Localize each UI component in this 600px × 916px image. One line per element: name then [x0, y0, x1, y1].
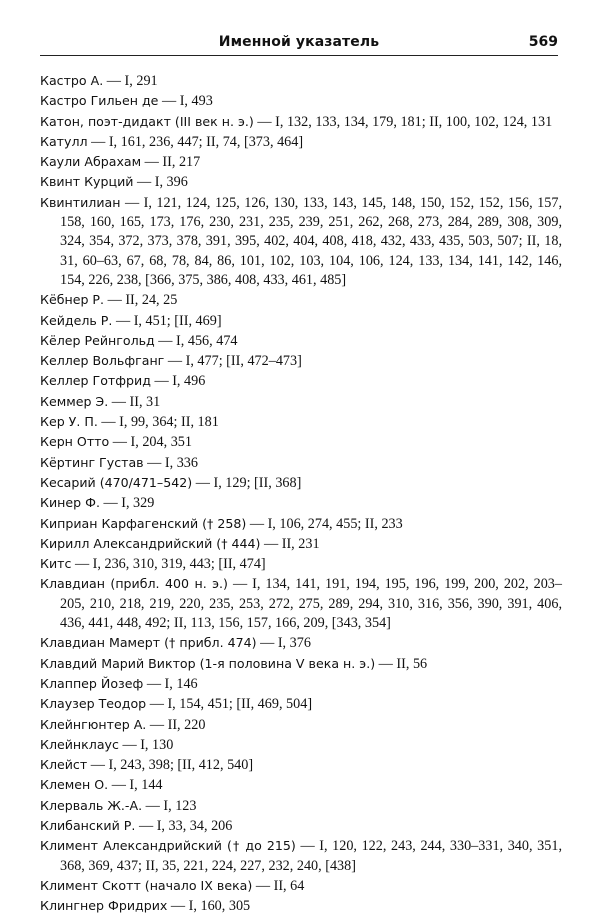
entry-name: Кирилл Александрийский († 444) — [40, 535, 261, 551]
index-entry — [40, 351, 562, 371]
index-entry — [40, 633, 562, 653]
entry-name: Керн Отто — [40, 434, 110, 450]
index-entry — [40, 674, 562, 694]
index-entry — [40, 412, 562, 432]
index-entry — [40, 836, 562, 876]
index-entry — [40, 290, 562, 310]
entry-references: — II, 217 — [141, 154, 201, 171]
index-entry — [40, 654, 562, 674]
index-entry — [40, 554, 562, 574]
entry-references: — I, 120, 122, 243, 244, 330–331, 340, 351, 368, 369, 437; II, 35, 221, 224, 227, 232, 240, [438] — [60, 838, 562, 874]
entry-references: — I, 236, 310, 319, 443; [II, 474] — [71, 556, 266, 573]
entry-references: — I, 329 — [99, 495, 155, 512]
index-entry — [40, 91, 562, 111]
index-entry — [40, 534, 562, 554]
entry-name: Китс — [40, 556, 72, 572]
entry-references: — I, 129; [II, 368] — [192, 474, 302, 491]
entry-references: — I, 33, 34, 206 — [135, 817, 233, 834]
entry-name: Клейнклаус — [40, 736, 119, 752]
index-entry — [40, 816, 562, 836]
entry-name: Клейнгюнтер А. — [40, 716, 147, 732]
index-entry — [40, 453, 562, 473]
entry-name: Кастро Гильен де — [40, 93, 159, 109]
entry-references: — I, 396 — [133, 174, 188, 191]
entry-references: — I, 376 — [256, 635, 311, 652]
index-entry — [40, 392, 562, 412]
entry-name: Клингнер Фридрих — [40, 898, 168, 914]
header-rule — [40, 55, 558, 56]
entry-references: — I, 99, 364; II, 181 — [97, 414, 219, 431]
index-entry — [40, 896, 562, 916]
index-entry — [40, 493, 562, 513]
index-entry — [40, 311, 562, 331]
entry-references: — I, 144 — [108, 777, 163, 794]
entry-references: — I, 204, 351 — [109, 434, 192, 451]
entry-name: Катулл — [40, 133, 88, 149]
page-number: 569 — [528, 34, 558, 50]
index-entry — [40, 193, 562, 290]
index-entry — [40, 371, 562, 391]
entry-references: — I, 477; [II, 472–473] — [164, 353, 302, 370]
index-entry — [40, 876, 562, 896]
entry-references: — I, 291 — [103, 73, 158, 89]
entry-name: Киприан Карфагенский († 258) — [40, 515, 247, 531]
entry-references: — I, 496 — [150, 373, 206, 390]
entry-references: — II, 220 — [146, 716, 206, 733]
index-entry — [40, 796, 562, 816]
entry-references: — II, 24, 25 — [104, 292, 178, 309]
index-entry — [40, 331, 562, 351]
index-entry — [40, 132, 562, 152]
index-entry — [40, 514, 562, 534]
index-entry — [40, 71, 562, 91]
entry-name: Климент Александрийский († до 215) — [40, 838, 296, 854]
entry-references: — II, 231 — [260, 535, 320, 552]
entry-references: — II, 64 — [252, 877, 305, 894]
entry-name: Клерваль Ж.-А. — [40, 797, 143, 813]
entry-references: — I, 161, 236, 447; II, 74, [373, 464] — [87, 133, 304, 150]
entry-name: Клавдиан Мамерт († прибл. 474) — [40, 635, 257, 651]
entry-references: — I, 132, 133, 134, 179, 181; II, 100, 102, 124, 131 — [253, 113, 553, 130]
entry-name: Кейдель Р. — [40, 312, 113, 328]
entry-name: Клибанский Р. — [40, 817, 136, 833]
entry-name: Кинер Ф. — [40, 495, 100, 511]
index-entry — [40, 715, 562, 735]
entry-name: Кер У. П. — [40, 414, 98, 430]
entry-references: — I, 160, 305 — [167, 898, 251, 915]
entry-name: Кастро А. — [40, 73, 104, 88]
entry-name: Клавдиан (прибл. 400 н. э.) — [40, 576, 228, 592]
index-entry — [40, 735, 562, 755]
entry-name: Кеммер Э. — [40, 393, 109, 409]
entry-references: — II, 56 — [375, 655, 428, 672]
running-header — [40, 32, 558, 54]
entry-name: Клаппер Йозеф — [40, 675, 144, 691]
entry-references: — I, 146 — [143, 675, 198, 692]
entry-name: Келлер Готфрид — [40, 373, 151, 389]
entry-name: Кесарий (470/471–542) — [40, 474, 193, 490]
entry-name: Клаузер Теодор — [40, 696, 147, 712]
entry-references: — I, 123 — [142, 797, 197, 814]
index-entry — [40, 775, 562, 795]
index-entries — [40, 71, 562, 916]
entry-references: — I, 243, 398; [II, 412, 540] — [87, 757, 254, 774]
entry-name: Климент Скотт (начало IX века) — [40, 877, 253, 893]
entry-name: Клемен О. — [40, 777, 109, 793]
entry-name: Квинт Курций — [40, 174, 134, 190]
entry-references: — I, 336 — [143, 454, 198, 471]
entry-name: Кёлер Рейнгольд — [40, 332, 155, 348]
entry-name: Катон, поэт-дидакт (III век н. э.) — [40, 113, 254, 129]
entry-references: — I, 451; [II, 469] — [112, 312, 222, 329]
entry-name: Клейст — [40, 757, 88, 773]
entry-name: Кёртинг Густав — [40, 454, 144, 470]
index-entry — [40, 755, 562, 775]
index-entry — [40, 432, 562, 452]
entry-references: — I, 106, 274, 455; II, 233 — [246, 515, 403, 532]
entry-name: Квинтилиан — [40, 194, 121, 210]
running-title: Именной указатель — [218, 34, 380, 50]
entry-references: — I, 134, 141, 191, 194, 195, 196, 199, 200, 202, 203–205, 210, 218, 219, 220, 235, 253, 272, 275, 289, 294, 310, 316, 356, 390, 391, 406, 436, 441, 448, 492; II, 113, 156, 157, 166, 209, [343, 354] — [60, 576, 562, 632]
index-entry — [40, 172, 562, 192]
entry-name: Каули Абрахам — [40, 154, 142, 170]
index-entry — [40, 152, 562, 172]
entry-name: Келлер Вольфганг — [40, 353, 165, 369]
entry-name: Клавдий Марий Виктор (1-я половина V века н. э.) — [40, 655, 376, 671]
entry-references: — I, 130 — [118, 736, 174, 753]
entry-references: — I, 121, 124, 125, 126, 130, 133, 143, 145, 148, 150, 152, 152, 156, 157, 158, 160, 165, 173, 176, 230, 231, 235, 239, 251, 262, 268, 273, 284, 289, 308, 309, 324, 354, 372, 373, 378, 391, 395, 402, 404, 408, 418, 432, 433, 435, 503, 507; II, 18, 31, 60–63, 67, 68, 78, 84, 86, 101, 102, 103, 104, 106, 124, 133, 134, 141, 142, 146, 154, 226, 238, [366, 375, 386, 408, 433, 461, 485] — [60, 194, 562, 288]
entry-references: — I, 493 — [158, 93, 213, 110]
index-entry — [40, 574, 562, 633]
entry-references: — I, 456, 474 — [154, 332, 238, 349]
index-entry — [40, 694, 562, 714]
entry-references: — II, 31 — [108, 393, 161, 410]
entry-name: Кёбнер Р. — [40, 292, 105, 308]
index-entry — [40, 473, 562, 493]
entry-references: — I, 154, 451; [II, 469, 504] — [146, 696, 313, 713]
index-entry — [40, 112, 562, 132]
